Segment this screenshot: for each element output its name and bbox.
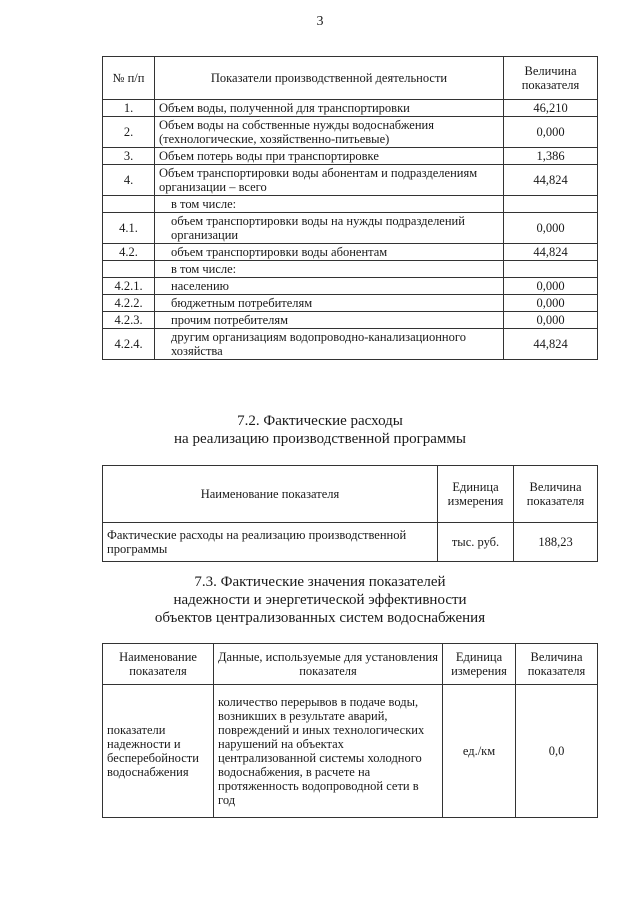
row-number: 2. — [103, 117, 155, 148]
row-number: 1. — [103, 100, 155, 117]
table-row — [103, 329, 598, 360]
table-row — [103, 295, 598, 312]
table-row — [103, 196, 598, 213]
row-value: 44,824 — [504, 329, 598, 360]
table-row — [103, 117, 598, 148]
expense-unit: тыс. руб. — [438, 523, 514, 562]
section-7-2-title-line-2: на реализацию производственной программы — [174, 431, 466, 447]
column-header-indicator: Показатели производственной деятельности — [155, 57, 504, 100]
row-indicator: Объем транспортировки воды абонентам и подразделениям организации – всего — [155, 165, 504, 196]
column-header-name: Наименование показателя — [103, 644, 214, 685]
row-number: 4.2.3. — [103, 312, 155, 329]
row-indicator: Объем потерь воды при транспортировке — [155, 148, 504, 165]
row-indicator: в том числе: — [155, 261, 504, 278]
section-7-3-title-line-2: надежности и энергетической эффективности — [173, 592, 467, 608]
row-indicator: объем транспортировки воды абонентам — [155, 244, 504, 261]
table-row — [103, 685, 598, 818]
section-7-2-title-line-1: 7.2. Фактические расходы — [237, 413, 403, 429]
table-header-row — [103, 466, 598, 523]
section-7-3-title-line-3: объектов централизованных систем водоснабжения — [154, 610, 486, 626]
row-value: 0,000 — [504, 117, 598, 148]
row-number: 4. — [103, 165, 155, 196]
row-value: 0,000 — [504, 278, 598, 295]
row-indicator: в том числе: — [155, 196, 504, 213]
row-number — [103, 261, 155, 278]
column-header-unit: Единица измерения — [438, 466, 514, 523]
column-header-unit: Единица измерения — [443, 644, 516, 685]
row-value — [504, 261, 598, 278]
row-value — [504, 196, 598, 213]
actual-expenses-table — [102, 465, 598, 562]
column-header-number: № п/п — [103, 57, 155, 100]
table-header-row — [103, 644, 598, 685]
row-number: 4.2. — [103, 244, 155, 261]
table-row — [103, 148, 598, 165]
reliability-indicator-data: количество перерывов в подаче воды, возникших в результате аварий, повреждений и иных технологических нарушений на объектах централизованной системы холодного водоснабжения, в расчете на протяженность водопроводной сети в год — [214, 685, 443, 818]
row-number: 3. — [103, 148, 155, 165]
row-value: 44,824 — [504, 165, 598, 196]
column-header-value: Величина показателя — [514, 466, 598, 523]
table-header-row — [103, 57, 598, 100]
row-value: 1,386 — [504, 148, 598, 165]
row-value: 0,000 — [504, 213, 598, 244]
row-number: 4.2.2. — [103, 295, 155, 312]
column-header-value: Величина показателя — [504, 57, 598, 100]
row-number: 4.2.1. — [103, 278, 155, 295]
row-indicator: объем транспортировки воды на нужды подразделений организации — [155, 213, 504, 244]
table-row — [103, 100, 598, 117]
expense-value: 188,23 — [514, 523, 598, 562]
row-value: 44,824 — [504, 244, 598, 261]
row-indicator: бюджетным потребителям — [155, 295, 504, 312]
table-row — [103, 244, 598, 261]
expense-name: Фактические расходы на реализацию производственной программы — [103, 523, 438, 562]
row-indicator: прочим потребителям — [155, 312, 504, 329]
row-indicator: Объем воды на собственные нужды водоснабжения (технологические, хозяйственно-питьевые) — [155, 117, 504, 148]
row-indicator: населению — [155, 278, 504, 295]
production-indicators-table — [102, 56, 598, 360]
row-value: 0,000 — [504, 312, 598, 329]
row-indicator: другим организациям водопроводно-канализационного хозяйства — [155, 329, 504, 360]
row-indicator: Объем воды, полученной для транспортировки — [155, 100, 504, 117]
reliability-indicators-table — [102, 643, 598, 818]
table-row — [103, 165, 598, 196]
reliability-indicator-value: 0,0 — [516, 685, 598, 818]
table-row — [103, 312, 598, 329]
table-row — [103, 213, 598, 244]
row-number: 4.1. — [103, 213, 155, 244]
row-value: 46,210 — [504, 100, 598, 117]
reliability-indicator-unit: ед./км — [443, 685, 516, 818]
reliability-indicator-name: показатели надежности и бесперебойности водоснабжения — [103, 685, 214, 818]
table-row — [103, 523, 598, 562]
row-number — [103, 196, 155, 213]
section-7-3-title-line-1: 7.3. Фактические значения показателей — [194, 574, 446, 590]
table-row — [103, 278, 598, 295]
column-header-name: Наименование показателя — [103, 466, 438, 523]
row-number: 4.2.4. — [103, 329, 155, 360]
page-number: 3 — [316, 14, 324, 29]
table-row — [103, 261, 598, 278]
column-header-data: Данные, используемые для установления показателя — [214, 644, 443, 685]
row-value: 0,000 — [504, 295, 598, 312]
column-header-value: Величина показателя — [516, 644, 598, 685]
